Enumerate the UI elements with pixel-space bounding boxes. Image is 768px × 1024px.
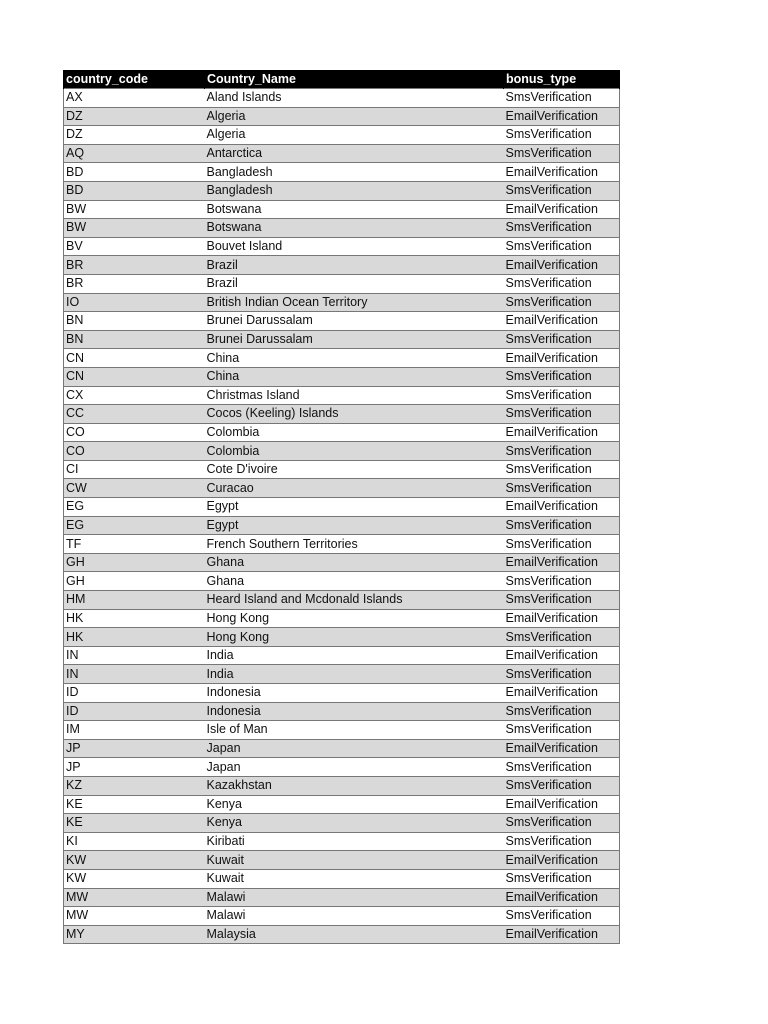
table-row <box>64 256 620 275</box>
table-row <box>64 832 620 851</box>
cell-bonus-type: SmsVerification <box>504 386 620 405</box>
cell-country-code: MW <box>64 888 205 907</box>
table-row <box>64 758 620 777</box>
table-row <box>64 795 620 814</box>
cell-country-code: JP <box>64 739 205 758</box>
cell-country-code: BN <box>64 330 205 349</box>
cell-bonus-type: SmsVerification <box>504 776 620 795</box>
cell-country-name: Algeria <box>205 107 504 126</box>
cell-country-name: Japan <box>205 758 504 777</box>
cell-country-code: MY <box>64 925 205 944</box>
cell-bonus-type: EmailVerification <box>504 684 620 703</box>
table-row <box>64 386 620 405</box>
cell-country-code: KE <box>64 795 205 814</box>
cell-country-name: Kazakhstan <box>205 776 504 795</box>
cell-bonus-type: SmsVerification <box>504 89 620 108</box>
table-row <box>64 684 620 703</box>
table-row <box>64 739 620 758</box>
cell-country-code: BV <box>64 237 205 256</box>
cell-country-code: BD <box>64 163 205 182</box>
table-row <box>64 349 620 368</box>
cell-bonus-type: EmailVerification <box>504 107 620 126</box>
cell-bonus-type: SmsVerification <box>504 274 620 293</box>
cell-country-code: TF <box>64 535 205 554</box>
cell-country-code: CO <box>64 442 205 461</box>
table-row <box>64 553 620 572</box>
cell-country-code: DZ <box>64 126 205 145</box>
table-row <box>64 274 620 293</box>
cell-country-name: Malaysia <box>205 925 504 944</box>
cell-country-code: KW <box>64 851 205 870</box>
cell-country-code: AQ <box>64 144 205 163</box>
cell-country-code: HM <box>64 591 205 610</box>
cell-country-name: Bangladesh <box>205 163 504 182</box>
table-row <box>64 330 620 349</box>
cell-country-name: Egypt <box>205 498 504 517</box>
cell-country-name: Ghana <box>205 553 504 572</box>
table-row <box>64 665 620 684</box>
cell-bonus-type: SmsVerification <box>504 665 620 684</box>
cell-country-code: CC <box>64 405 205 424</box>
cell-bonus-type: SmsVerification <box>504 460 620 479</box>
cell-country-code: CO <box>64 423 205 442</box>
cell-bonus-type: EmailVerification <box>504 795 620 814</box>
table-row <box>64 851 620 870</box>
table-row <box>64 460 620 479</box>
cell-country-name: Cocos (Keeling) Islands <box>205 405 504 424</box>
cell-country-code: CN <box>64 349 205 368</box>
cell-country-name: Malawi <box>205 907 504 926</box>
cell-country-name: India <box>205 646 504 665</box>
table-row <box>64 591 620 610</box>
table-row <box>64 479 620 498</box>
cell-bonus-type: SmsVerification <box>504 832 620 851</box>
cell-bonus-type: EmailVerification <box>504 888 620 907</box>
country-bonus-table <box>63 70 620 944</box>
cell-bonus-type: EmailVerification <box>504 851 620 870</box>
cell-country-code: DZ <box>64 107 205 126</box>
cell-bonus-type: SmsVerification <box>504 721 620 740</box>
cell-country-name: Indonesia <box>205 702 504 721</box>
cell-country-name: Colombia <box>205 423 504 442</box>
cell-bonus-type: EmailVerification <box>504 498 620 517</box>
cell-country-code: BW <box>64 200 205 219</box>
cell-country-code: CI <box>64 460 205 479</box>
cell-country-code: IM <box>64 721 205 740</box>
table-row <box>64 907 620 926</box>
cell-country-name: China <box>205 349 504 368</box>
cell-country-code: IO <box>64 293 205 312</box>
cell-bonus-type: SmsVerification <box>504 181 620 200</box>
cell-country-name: Brunei Darussalam <box>205 312 504 331</box>
cell-country-code: KE <box>64 814 205 833</box>
cell-country-name: Heard Island and Mcdonald Islands <box>205 591 504 610</box>
cell-bonus-type: EmailVerification <box>504 349 620 368</box>
cell-country-name: Ghana <box>205 572 504 591</box>
table-row <box>64 423 620 442</box>
cell-country-name: Brunei Darussalam <box>205 330 504 349</box>
cell-country-code: KW <box>64 869 205 888</box>
cell-bonus-type: SmsVerification <box>504 237 620 256</box>
cell-bonus-type: EmailVerification <box>504 200 620 219</box>
cell-country-name: Kenya <box>205 814 504 833</box>
cell-bonus-type: EmailVerification <box>504 925 620 944</box>
table-row <box>64 442 620 461</box>
table-row <box>64 869 620 888</box>
cell-bonus-type: EmailVerification <box>504 256 620 275</box>
table-body <box>64 89 620 944</box>
table-row <box>64 405 620 424</box>
cell-country-name: British Indian Ocean Territory <box>205 293 504 312</box>
cell-country-name: Curacao <box>205 479 504 498</box>
cell-country-code: KI <box>64 832 205 851</box>
cell-country-code: BN <box>64 312 205 331</box>
cell-bonus-type: SmsVerification <box>504 814 620 833</box>
cell-bonus-type: SmsVerification <box>504 144 620 163</box>
cell-country-name: Hong Kong <box>205 609 504 628</box>
cell-bonus-type: SmsVerification <box>504 126 620 145</box>
header-country-name: Country_Name <box>205 70 504 89</box>
cell-bonus-type: EmailVerification <box>504 423 620 442</box>
table-row <box>64 200 620 219</box>
cell-country-name: India <box>205 665 504 684</box>
cell-country-code: IN <box>64 646 205 665</box>
cell-country-name: Malawi <box>205 888 504 907</box>
cell-country-code: BR <box>64 256 205 275</box>
table-row <box>64 925 620 944</box>
cell-country-code: AX <box>64 89 205 108</box>
cell-country-code: HK <box>64 609 205 628</box>
cell-country-code: CX <box>64 386 205 405</box>
table-row <box>64 888 620 907</box>
cell-bonus-type: SmsVerification <box>504 702 620 721</box>
table-row <box>64 702 620 721</box>
cell-country-code: HK <box>64 628 205 647</box>
header-country-code: country_code <box>64 70 205 89</box>
table-row <box>64 367 620 386</box>
table-row <box>64 89 620 108</box>
cell-country-name: Antarctica <box>205 144 504 163</box>
cell-country-code: EG <box>64 498 205 517</box>
table-row <box>64 498 620 517</box>
cell-bonus-type: SmsVerification <box>504 591 620 610</box>
cell-bonus-type: SmsVerification <box>504 572 620 591</box>
table-row <box>64 814 620 833</box>
cell-country-code: IN <box>64 665 205 684</box>
cell-bonus-type: SmsVerification <box>504 907 620 926</box>
cell-bonus-type: SmsVerification <box>504 367 620 386</box>
cell-bonus-type: EmailVerification <box>504 609 620 628</box>
table-row <box>64 646 620 665</box>
cell-country-name: Isle of Man <box>205 721 504 740</box>
cell-country-name: Aland Islands <box>205 89 504 108</box>
table-header <box>64 70 620 89</box>
table-row <box>64 776 620 795</box>
table-row <box>64 312 620 331</box>
cell-country-name: Bouvet Island <box>205 237 504 256</box>
cell-country-name: Kiribati <box>205 832 504 851</box>
cell-bonus-type: SmsVerification <box>504 219 620 238</box>
header-bonus-type: bonus_type <box>504 70 620 89</box>
cell-bonus-type: SmsVerification <box>504 535 620 554</box>
cell-country-code: ID <box>64 702 205 721</box>
cell-country-name: Cote D'ivoire <box>205 460 504 479</box>
table-row <box>64 628 620 647</box>
table-row <box>64 126 620 145</box>
cell-country-code: CN <box>64 367 205 386</box>
table-row <box>64 237 620 256</box>
cell-bonus-type: SmsVerification <box>504 516 620 535</box>
header-row <box>64 70 620 89</box>
cell-country-name: Kuwait <box>205 869 504 888</box>
cell-bonus-type: EmailVerification <box>504 553 620 572</box>
cell-bonus-type: SmsVerification <box>504 628 620 647</box>
cell-country-name: Brazil <box>205 274 504 293</box>
table-row <box>64 609 620 628</box>
table-row <box>64 572 620 591</box>
cell-country-code: BR <box>64 274 205 293</box>
cell-bonus-type: EmailVerification <box>504 739 620 758</box>
cell-country-name: Bangladesh <box>205 181 504 200</box>
table-row <box>64 721 620 740</box>
cell-country-name: Botswana <box>205 219 504 238</box>
cell-country-code: BW <box>64 219 205 238</box>
cell-bonus-type: SmsVerification <box>504 869 620 888</box>
cell-country-name: Kenya <box>205 795 504 814</box>
cell-country-name: French Southern Territories <box>205 535 504 554</box>
cell-country-name: Egypt <box>205 516 504 535</box>
cell-country-name: Japan <box>205 739 504 758</box>
cell-country-name: Kuwait <box>205 851 504 870</box>
cell-country-code: GH <box>64 572 205 591</box>
cell-bonus-type: EmailVerification <box>504 646 620 665</box>
cell-country-name: Christmas Island <box>205 386 504 405</box>
spreadsheet-page <box>63 70 619 944</box>
cell-bonus-type: SmsVerification <box>504 442 620 461</box>
cell-bonus-type: SmsVerification <box>504 479 620 498</box>
cell-country-code: EG <box>64 516 205 535</box>
cell-country-code: KZ <box>64 776 205 795</box>
cell-bonus-type: SmsVerification <box>504 293 620 312</box>
cell-country-code: GH <box>64 553 205 572</box>
cell-country-code: CW <box>64 479 205 498</box>
cell-country-name: Indonesia <box>205 684 504 703</box>
cell-country-code: JP <box>64 758 205 777</box>
cell-country-name: Botswana <box>205 200 504 219</box>
cell-country-name: Hong Kong <box>205 628 504 647</box>
table-row <box>64 163 620 182</box>
table-row <box>64 535 620 554</box>
table-row <box>64 516 620 535</box>
cell-bonus-type: EmailVerification <box>504 312 620 331</box>
cell-country-name: Algeria <box>205 126 504 145</box>
cell-bonus-type: EmailVerification <box>504 163 620 182</box>
table-row <box>64 293 620 312</box>
cell-country-code: ID <box>64 684 205 703</box>
table-row <box>64 144 620 163</box>
cell-bonus-type: SmsVerification <box>504 405 620 424</box>
table-row <box>64 107 620 126</box>
cell-country-code: MW <box>64 907 205 926</box>
cell-country-name: Colombia <box>205 442 504 461</box>
cell-country-code: BD <box>64 181 205 200</box>
cell-country-name: Brazil <box>205 256 504 275</box>
table-row <box>64 219 620 238</box>
cell-bonus-type: SmsVerification <box>504 758 620 777</box>
cell-country-name: China <box>205 367 504 386</box>
table-row <box>64 181 620 200</box>
cell-bonus-type: SmsVerification <box>504 330 620 349</box>
